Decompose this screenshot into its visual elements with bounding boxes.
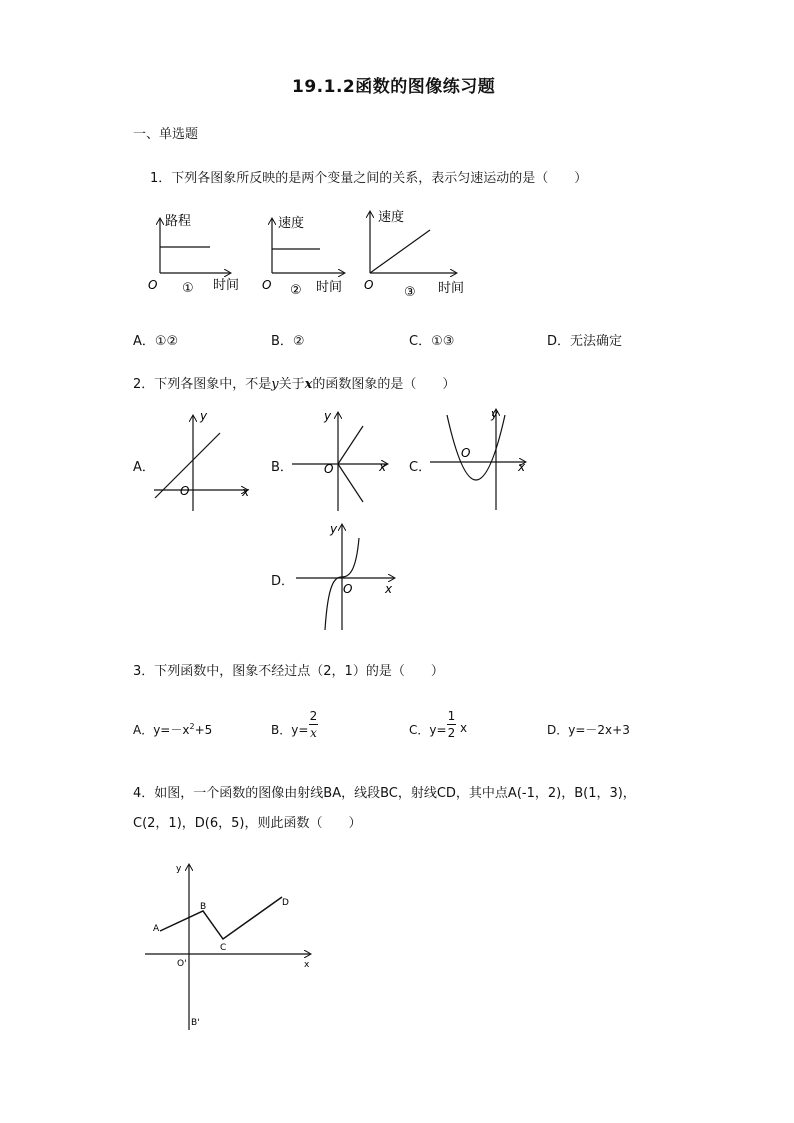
- q2-var-y: y: [271, 377, 279, 392]
- q2-option-b: B．: [271, 460, 293, 475]
- y-axis-label: 速度: [378, 210, 405, 225]
- piecewise-graph: [160, 897, 282, 939]
- point-c-label: C: [220, 943, 227, 953]
- page-title: 19.1.2函数的图像练习题: [292, 77, 496, 97]
- q3-option-c-label: C．y=: [409, 723, 447, 737]
- fraction-bar: [447, 724, 456, 725]
- fraction-numerator: 2: [309, 709, 318, 723]
- x-axis-label: x: [385, 582, 393, 596]
- q4-stem-line-1: 4．如图，一个函数的图像由射线BA，线段BC，射线CD，其中点A(-1，2)，B(1，3)，: [133, 786, 636, 801]
- q1-graph-2: [252, 205, 362, 300]
- x-axis-label: x: [242, 485, 250, 499]
- q1-option-c: C．①③: [409, 334, 455, 349]
- origin-label: O: [262, 278, 272, 292]
- q1-option-d: D．无法确定: [547, 334, 623, 349]
- q1-graph-3: [352, 200, 472, 300]
- q2-graph-d: [290, 520, 400, 635]
- graph-tag: ③: [404, 285, 416, 300]
- y-axis-label: y: [324, 409, 332, 423]
- q2-option-d: D．: [271, 574, 295, 589]
- q3-option-b-label: B．y=: [271, 723, 309, 737]
- point-b-label: B: [200, 902, 207, 912]
- q2-graph-b: [290, 408, 395, 518]
- q2-var-x: x: [304, 377, 313, 392]
- x-axis-label: 时间: [213, 278, 240, 293]
- q1-option-b: B．②: [271, 334, 305, 349]
- fraction-bar: [309, 724, 318, 725]
- fraction-denominator: x: [310, 726, 317, 740]
- point-d-label: D: [282, 898, 289, 908]
- origin-label: O: [148, 278, 158, 292]
- q3-option-a-post: +5: [194, 723, 213, 737]
- q2-stem-post: 的函数图象的是（ ）: [312, 377, 456, 392]
- q2-stem-pre: 2．下列各图象中，不是: [133, 377, 272, 392]
- ray-up: [338, 426, 363, 464]
- q3-stem: 3．下列函数中，图象不经过点（2，1）的是（ ）: [133, 664, 444, 679]
- q3-option-a: [133, 721, 212, 738]
- point-b-prime-label: B': [191, 1018, 200, 1028]
- origin-label: O: [343, 582, 353, 596]
- q4-figure: [140, 855, 320, 1035]
- q1-graph-1: [140, 205, 250, 300]
- y-axis-label: y: [200, 409, 208, 423]
- origin-label: O': [177, 959, 187, 969]
- fraction-denominator: 2: [447, 726, 456, 740]
- q4-stem-line-2: C(2，1)，D(6，5)，则此函数（ ）: [133, 816, 362, 831]
- x-axis-label: x: [379, 460, 387, 474]
- q2-graph-a: [150, 408, 255, 518]
- q1-stem: 1．下列各图象所反映的是两个变量之间的关系，表示匀速运动的是（ ）: [150, 171, 588, 186]
- q2-option-a: A．: [133, 460, 155, 475]
- origin-label: O: [461, 446, 471, 460]
- q3-option-a-exp: 2: [189, 722, 195, 731]
- q3-option-a-pre: A．y=－x: [133, 723, 190, 737]
- graph-tag: ①: [182, 281, 194, 296]
- origin-label: O: [364, 278, 374, 292]
- x-axis-label: x: [304, 960, 310, 970]
- section-heading: 一、单选题: [133, 127, 199, 142]
- y-axis-label: y: [491, 407, 499, 421]
- q3-option-b-fraction: [309, 709, 318, 740]
- q3-option-d: D．y=－2x+3: [547, 723, 630, 737]
- x-axis-label: 时间: [316, 280, 343, 295]
- x-axis-label: x: [518, 460, 526, 474]
- fraction-numerator: 1: [447, 709, 456, 723]
- q1-option-a: A．①②: [133, 334, 179, 349]
- y-axis-label: y: [176, 864, 182, 874]
- q2-stem: [133, 373, 455, 392]
- q2-stem-mid: 关于: [278, 377, 305, 392]
- graph-tag: ②: [290, 283, 302, 298]
- q3-option-c-var: x: [460, 721, 468, 735]
- ray-down: [338, 464, 363, 502]
- origin-label: O: [180, 484, 190, 498]
- q2-graph-c: [425, 405, 535, 515]
- y-axis-label: y: [330, 522, 338, 536]
- x-axis-label: 时间: [438, 281, 465, 296]
- y-axis-label: 速度: [278, 216, 305, 231]
- y-axis-label: 路程: [165, 214, 192, 229]
- q2-option-c: C．: [409, 460, 432, 475]
- linear-line: [370, 230, 430, 273]
- q3-option-c-fraction: [447, 709, 456, 740]
- origin-label: O: [324, 462, 334, 476]
- point-a-label: A: [153, 924, 160, 934]
